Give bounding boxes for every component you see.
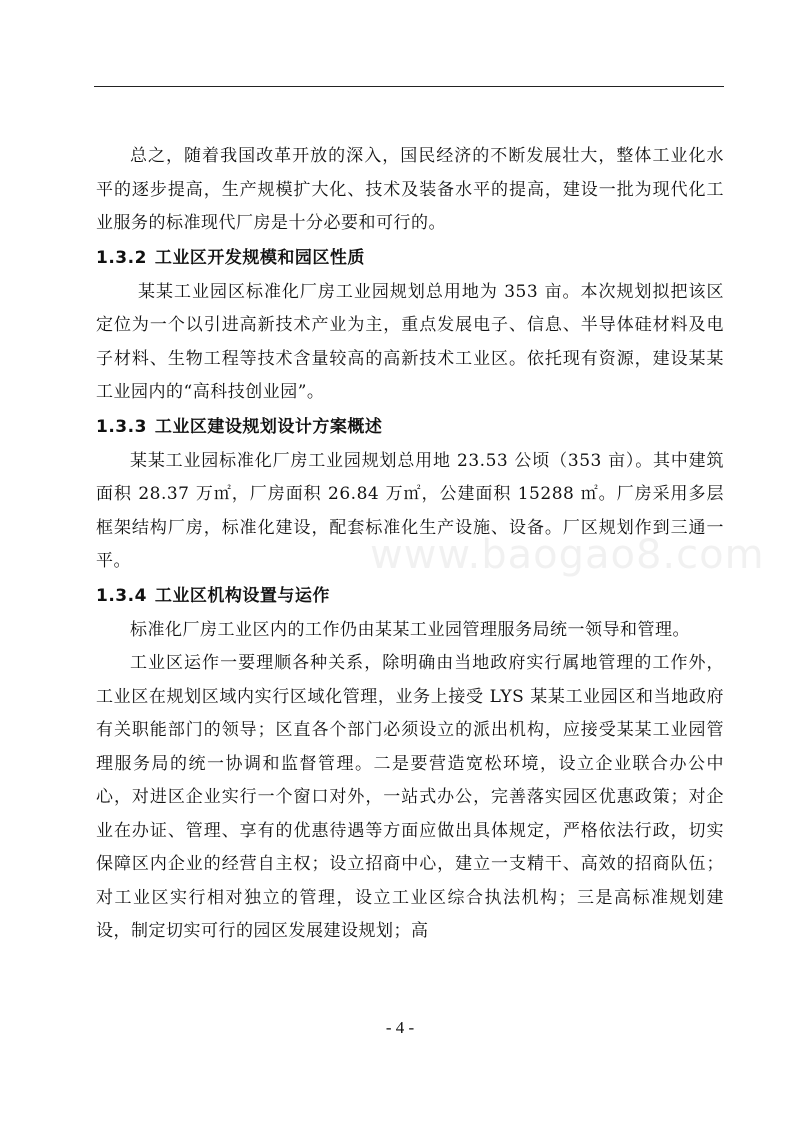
section-number: 1.3.3 <box>96 416 147 437</box>
watermark: www.baogao8.com <box>370 532 765 578</box>
document-body <box>96 140 724 949</box>
section-1-3-2-heading <box>96 241 724 276</box>
section-1-3-3-paragraph: 某某工业园标准化厂房工业园规划总用地 23.53 公顷（353 亩）。其中建筑面积 28.37 万㎡，厂房面积 26.84 万㎡，公建面积 15288 ㎡。厂房采用多层框架结构厂房，标准化建设，配套标准化生产设施、设备。厂区规划作到三通一平。 <box>96 450 724 571</box>
section-number: 1.3.4 <box>96 585 147 606</box>
section-1-3-3-heading <box>96 410 724 445</box>
section-1-3-4-heading <box>96 579 724 614</box>
section-title: 工业区机构设置与运作 <box>154 585 330 606</box>
intro-paragraph: 总之，随着我国改革开放的深入，国民经济的不断发展壮大，整体工业化水平的逐步提高，生产规模扩大化、技术及装备水平的提高，建设一批为现代化工业服务的标准现代厂房是十分必要和可行的。 <box>96 146 724 233</box>
page-number: - 4 - <box>385 1018 415 1037</box>
section-number: 1.3.2 <box>96 247 147 268</box>
section-1-3-4-paragraph-1: 标准化厂房工业区内的工作仍由某某工业园管理服务局统一领导和管理。 <box>130 619 690 640</box>
section-1-3-2-paragraph: 某某工业园区标准化厂房工业园规划总用地为 353 亩。本次规划拟把该区定位为一个以引进高新技术产业为主，重点发展电子、信息、半导体硅材料及电子材料、生物工程等技术含量较高的高新技术工业区。依托现有资源，建设某某工业园内的“高科技创业园”。 <box>96 281 724 402</box>
header-rule <box>94 86 724 87</box>
section-title: 工业区建设规划设计方案概述 <box>154 416 383 437</box>
section-title: 工业区开发规模和园区性质 <box>154 247 365 268</box>
section-1-3-4-paragraph-2: 工业区运作一要理顺各种关系，除明确由当地政府实行属地管理的工作外，工业区在规划区域内实行区域化管理，业务上接受 LYS 某某工业园区和当地政府有关职能部门的领导；区直各个部门必须设立的派出机构，应接受某某工业园管理服务局的统一协调和监督管理。二是要营造宽松环境，设立企业联合办公中心，对进区企业实行一个窗口对外，一站式办公，完善落实园区优惠政策；对企业在办证、管理、享有的优惠待遇等方面应做出具体规定，严格依法行政，切实保障区内企业的经营自主权；设立招商中心，建立一支精干、高效的招商队伍；对工业区实行相对独立的管理，设立工业区综合执法机构；三是高标准规划建设，制定切实可行的园区发展建设规划；高 <box>96 653 724 941</box>
